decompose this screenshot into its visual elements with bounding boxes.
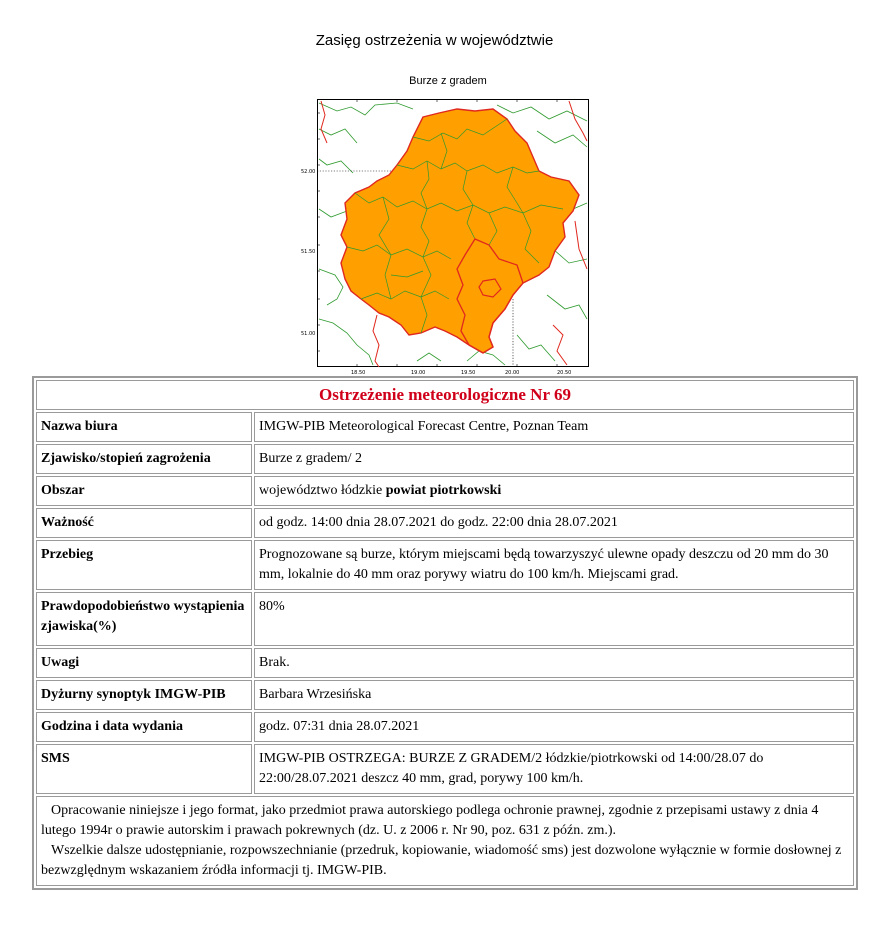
table-row [36, 648, 854, 678]
row-label-probability: Prawdopodobieństwo wystąpienia zjawiska(%) [36, 592, 252, 646]
row-value-validity: od godz. 14:00 dnia 28.07.2021 do godz. 22:00 dnia 28.07.2021 [254, 508, 854, 538]
page-heading: Zasięg ostrzeżenia w województwie [315, 32, 554, 49]
row-value-remarks: Brak. [254, 648, 854, 678]
row-label-phenomenon: Zjawisko/stopień zagrożenia [36, 444, 252, 474]
table-row [36, 592, 854, 646]
table-row [36, 680, 854, 710]
table-row [36, 444, 854, 474]
row-label-course: Przebieg [36, 540, 252, 590]
x-tick-label: 19.00 [411, 370, 426, 376]
table-row [36, 412, 854, 442]
copyright-paragraph: Opracowanie niniejsze i jego format, jako przedmiot prawa autorskiego podlega ochronie prawnej, zgodnie z przepisami ustawy z dnia 4 lutego 1994r o prawie autorskim i prawach pokrewnych (dz. U. z 2006 r. Nr 90, poz. 631 z późn. zm.). [41, 803, 819, 838]
x-tick-label: 18.50 [351, 370, 366, 376]
area-county: powiat piotrkowski [385, 483, 502, 498]
y-tick-label: 51.50 [301, 249, 316, 255]
table-row [36, 744, 854, 794]
table-row [36, 712, 854, 742]
row-value-forecaster: Barbara Wrzesińska [254, 680, 854, 710]
row-label-area: Obszar [36, 476, 252, 506]
warning-table [32, 376, 858, 890]
map-frame [301, 99, 589, 376]
x-tick-label: 20.50 [557, 370, 572, 376]
row-label-issued: Godzina i data wydania [36, 712, 252, 742]
row-label-sms: SMS [36, 744, 252, 794]
y-tick-label: 51.00 [301, 331, 316, 337]
row-value-issued: godz. 07:31 dnia 28.07.2021 [254, 712, 854, 742]
map-svg [301, 99, 589, 376]
table-row [36, 508, 854, 538]
row-value-course: Prognozowane są burze, którym miejscami będą towarzyszyć ulewne opady deszczu od 20 mm do 30 mm, lokalnie do 40 mm oraz porywy wiatru do 100 km/h. Miejscami grad. [254, 540, 854, 590]
warning-map [301, 71, 593, 376]
row-value-office: IMGW-PIB Meteorological Forecast Centre, Poznan Team [254, 412, 854, 442]
redistribution-paragraph: Wszelkie dalsze udostępnianie, rozpowszechnianie (przedruk, kopiowanie, wiadomość sms) jest dozwolone wyłącznie w formie dosłownej z bezwzględnym wskazaniem źródła informacji tj. IMGW-PIB. [41, 843, 842, 878]
table-row [36, 540, 854, 590]
row-value-sms: IMGW-PIB OSTRZEGA: BURZE Z GRADEM/2 łódzkie/piotrkowski od 14:00/28.07 do 22:00/28.07.2021 deszcz 40 mm, grad, porywy 100 km/h. [254, 744, 854, 794]
map-title: Burze z gradem [409, 75, 487, 87]
row-value-phenomenon: Burze z gradem/ 2 [254, 444, 854, 474]
copyright-notice [36, 796, 854, 886]
row-label-forecaster: Dyżurny synoptyk IMGW-PIB [36, 680, 252, 710]
row-label-remarks: Uwagi [36, 648, 252, 678]
x-tick-label: 19.50 [461, 370, 476, 376]
table-row [36, 476, 854, 506]
x-tick-label: 20.00 [505, 370, 520, 376]
y-tick-label: 52.00 [301, 169, 316, 175]
row-label-validity: Ważność [36, 508, 252, 538]
row-value-area [254, 476, 854, 506]
area-voivodeship: województwo łódzkie [259, 483, 386, 498]
warning-title: Ostrzeżenie meteorologiczne Nr 69 [36, 380, 854, 410]
row-value-probability: 80% [254, 592, 854, 646]
row-label-office: Nazwa biura [36, 412, 252, 442]
